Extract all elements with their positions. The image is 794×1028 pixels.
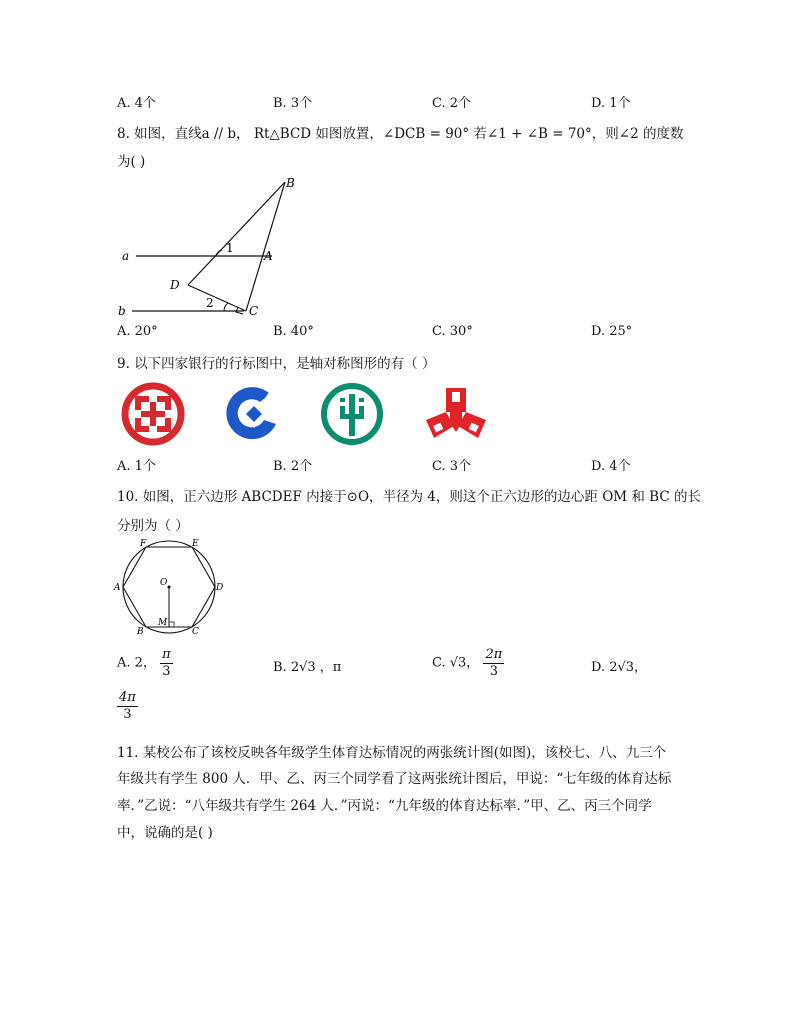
label-a: A (114, 583, 121, 593)
q10-option-a[interactable] (117, 647, 173, 679)
q8-question-line2: 为( ) (117, 154, 146, 170)
q10-option-b[interactable]: B. 2√3 ，π (273, 660, 342, 675)
q11-question-line2: 年级共有学生 800 人．甲、乙、丙三个同学看了这两张统计图后，甲说：“七年级的体育达标 (117, 771, 672, 787)
bocom-logo (420, 380, 492, 448)
ccb-logo (220, 380, 288, 448)
q7-option-c[interactable]: C. 2个 (432, 96, 472, 111)
fraction-denominator: 3 (162, 663, 171, 679)
segment-bc (246, 182, 285, 311)
label-vertex-a: A (264, 249, 273, 263)
label-angle-2: 2 (206, 296, 214, 310)
q9-option-a[interactable]: A. 1个 (117, 459, 156, 474)
q10-option-c[interactable] (432, 647, 504, 679)
q10-option-a-prefix: A. 2， (117, 655, 156, 671)
q11-question-line3: 率．”乙说：“八年级共有学生 264 人．”丙说：“九年级的体育达标率．”甲、乙、丙三个同学 (117, 798, 652, 814)
icbc-logo (119, 380, 187, 448)
q8-option-a[interactable]: A. 20° (117, 324, 158, 339)
q8-option-d[interactable]: D. 25° (591, 324, 633, 339)
q11-question-line1: 11. 某校公布了该校反映各年级学生体育达标情况的两张统计图(如图)，该校七、八、九三个 (117, 745, 667, 761)
fraction-numerator: 4π (119, 690, 136, 705)
abc-logo (318, 380, 386, 448)
label-m: M (158, 618, 168, 628)
q10-option-d-fraction (117, 690, 138, 722)
label-c: C (192, 627, 199, 637)
label-vertex-b: B (286, 176, 295, 190)
segment-dc (188, 285, 246, 311)
fraction-denominator: 3 (489, 663, 498, 679)
fraction-numerator: π (162, 647, 171, 662)
q8-option-b[interactable]: B. 40° (273, 324, 314, 339)
fraction-numerator: 2π (485, 647, 503, 662)
q8-option-c[interactable]: C. 30° (432, 324, 473, 339)
label-a: a (122, 249, 130, 263)
q10-option-d-fraction-wrap (117, 690, 138, 722)
q11-question-line4: 中，说确的是( ) (117, 825, 213, 841)
q9-option-d[interactable]: D. 4个 (591, 459, 631, 474)
angle-2-arc (224, 303, 228, 311)
q8-figure (112, 172, 312, 322)
q9-option-b[interactable]: B. 2个 (273, 459, 313, 474)
q8-question-line1: 8. 如图，直线a // b， Rt△BCD 如图放置，∠DCB = 90° 若∠1 + ∠B = 70°，则∠2 的度数 (117, 126, 684, 142)
fraction-denominator: 3 (123, 706, 132, 722)
label-d: D (216, 583, 224, 593)
q9-option-c[interactable]: C. 3个 (432, 459, 472, 474)
label-e: E (192, 539, 199, 549)
q10-option-d-prefix[interactable]: D. 2√3， (591, 660, 648, 675)
label-angle-1: 1 (226, 241, 234, 255)
q7-option-b[interactable]: B. 3个 (273, 96, 313, 111)
label-b: B (137, 627, 144, 637)
q10-option-c-prefix: C. √3， (432, 655, 480, 671)
q9-question: 9. 以下四家银行的行标图中，是轴对称图形的有（ ） (117, 356, 436, 372)
q7-option-a[interactable]: A. 4个 (117, 96, 156, 111)
q10-question-line2: 分别为（ ） (117, 518, 189, 534)
q10-question-line1: 10. 如图，正六边形 ABCDEF 内接于⊙O，半径为 4，则这个正六边形的边心距 OM 和 BC 的长 (117, 489, 701, 505)
q10-figure (112, 535, 227, 640)
segment-bd (188, 182, 285, 285)
label-b: b (118, 304, 126, 318)
label-f: F (140, 539, 147, 549)
center-point (168, 586, 171, 589)
q10-option-a-fraction (160, 647, 173, 679)
q10-option-c-fraction (483, 647, 504, 679)
label-vertex-c: C (249, 304, 259, 318)
label-vertex-d: D (170, 278, 180, 292)
q7-option-d[interactable]: D. 1个 (591, 96, 631, 111)
label-o: O (160, 578, 168, 588)
right-angle-mark-m (169, 622, 174, 627)
